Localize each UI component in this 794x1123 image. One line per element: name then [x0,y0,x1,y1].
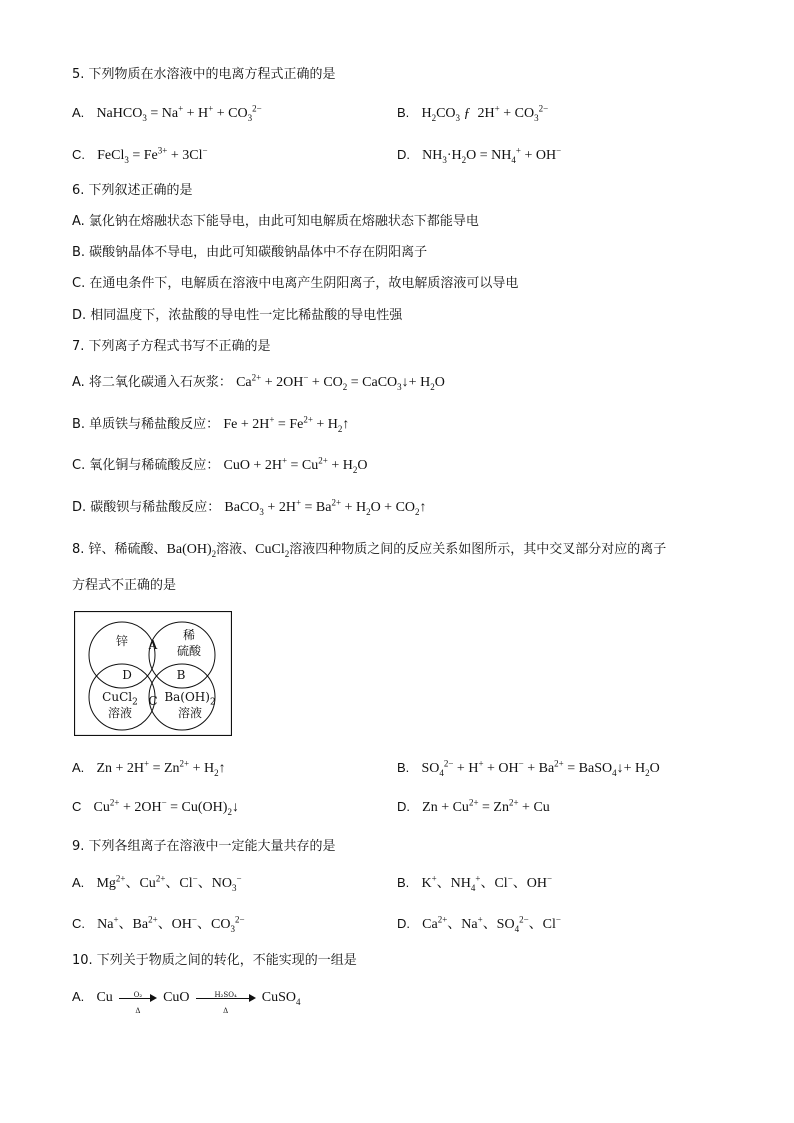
q9-option-b-ions: K+、$NH_4^+$、Cl−、OH− [421,873,553,893]
q10-option-a-end: CuSO$_4$ [261,990,301,1007]
q7-option-a[interactable] [72,374,445,392]
q8-stem-post: 溶液四种物质之间的反应关系如图所示，其中交叉部分对应的离子 [289,542,667,557]
q7-option-d-equation: BaCO$_3$ + $2H^+ = Ba^{2+} + H_2O$ + $CO_2↑$ [224,497,427,517]
q9-option-b-label: B. [397,875,410,890]
q7-option-b-equation: $Fe + 2H^+ = Fe^{2+}$ + $H_2↑$ [223,414,350,434]
q6-stem: 6. 下列叙述正确的是 [72,183,193,198]
q6-option-b[interactable]: B. 碳酸钠晶体不导电，由此可知碳酸钠晶体中不存在阴阳离子 [72,245,428,260]
q7-option-d-text: D. 碳酸钡与稀盐酸反应： [72,500,221,515]
q8-option-d-label: D. [397,799,410,814]
q10-option-a-label: A. [72,989,85,1004]
q10-arrow-1-reagent: O₂ [133,990,143,999]
q9-option-c-ions: Na+、$Ba^{2+}$、OH−、$CO_3^{2-}$ [97,914,245,934]
q8-option-a-label: A. [72,760,85,775]
q8-option-c-label: C [72,799,82,814]
q5-stem: 5. 下列物质在水溶液中的电离方程式正确的是 [72,67,336,82]
q10-arrow-2-condition: Δ [223,1006,229,1015]
q8-stem [72,541,666,559]
q9-option-a-label: A. [72,875,85,890]
q9-option-d-label: D. [397,916,410,931]
q10-option-a-mid: CuO [163,990,190,1005]
venn-label-baoh2-solution: 溶液 [177,706,202,720]
q8-cucl2-formula: CuCl$_2$ [255,542,290,559]
q8-option-b[interactable] [397,759,660,778]
venn-label-cucl2-solution: 溶液 [107,706,132,720]
q9-option-d-ions: $Ca^{2+}$、Na+、$SO_4^{2-}$、Cl− [422,914,561,934]
q10-option-a-start: Cu [96,990,113,1005]
venn-region-b: B [176,668,186,682]
q8-option-b-equation: $SO_4^{2-} + H^+ + OH^- + Ba^{2+}$ = BaSO$_4$↓+ $H_2O$ [421,758,660,778]
venn-label-zinc: 锌 [115,634,128,648]
q6-option-a[interactable]: A. 氯化钠在熔融状态下能导电，由此可知电解质在熔融状态下都能导电 [72,214,479,229]
q5-option-b[interactable] [397,104,548,123]
venn-region-a: A [148,638,158,652]
q10-arrow-1-condition: Δ [135,1006,141,1015]
q8-stem-mid: 溶液、 [216,542,256,557]
venn-label-baoh2-formula: $Ba(OH)_2$ [164,690,216,708]
q5-option-b-label: B. [397,105,410,120]
q10-arrow-2-reagent: H₂SO₄ [214,990,237,999]
q6-option-c[interactable]: C. 在通电条件下，电解质在溶液中电离产生阴阳离子，故电解质溶液可以导电 [72,276,519,291]
q7-option-a-text: A. 将二氧化碳通入石灰浆： [72,375,232,390]
q8-option-c[interactable] [72,798,239,817]
q7-option-b-text: B. 单质铁与稀盐酸反应： [72,417,220,432]
q10-arrow-1 [119,990,157,1015]
q5-option-a[interactable] [72,104,262,123]
q8-option-c-equation: $Cu^{2+} + 2OH^-$ = $Cu(OH)_2↓$ [93,797,239,817]
q7-option-b[interactable] [72,416,349,434]
venn-region-c: C [148,694,158,708]
q7-option-a-equation: $Ca^{2+} + 2OH^- + CO_2$ = CaCO$_3$↓+ $H_2O$ [236,372,445,392]
q9-option-c[interactable] [72,915,245,934]
q8-option-a-equation: $Zn + 2H^+ = Zn^{2+}$ + $H_2↑$ [96,758,226,778]
q10-arrow-2 [196,990,256,1015]
q9-stem: 9. 下列各组离子在溶液中一定能大量共存的是 [72,839,336,854]
q8-stem-pre: 8. 锌、稀硫酸、 [72,542,167,557]
q5-option-c-equation: FeCl$_3$ = $Fe^{3+} + 3Cl^-$ [97,145,208,165]
q7-option-c-text: C. 氧化铜与稀硫酸反应： [72,458,220,473]
venn-region-d: D [122,668,132,682]
q5-option-d[interactable] [397,146,561,165]
q8-stem-line2: 方程式不正确的是 [72,578,177,593]
q9-option-b[interactable] [397,874,552,893]
q9-option-a-ions: $Mg^{2+}$、$Cu^{2+}$、Cl−、$NO_3^-$ [96,873,242,893]
q6-option-d[interactable]: D. 相同温度下，浓盐酸的导电性一定比稀盐酸的导电性强 [72,308,403,323]
q7-stem: 7. 下列离子方程式书写不正确的是 [72,339,271,354]
q8-baoh2-formula: $Ba(OH)_2$ [166,542,217,559]
q10-option-a[interactable] [72,988,301,1015]
q5-option-c-label: C. [72,147,85,162]
q5-option-d-equation: $NH_3\cdot H_2O = NH_4^+ + OH^-$ [422,145,562,165]
q9-option-c-label: C. [72,916,85,931]
venn-diagram [74,611,232,736]
q8-option-d[interactable] [397,798,550,817]
q5-option-a-label: A. [72,105,85,120]
q7-option-c-equation: CuO + $2H^+ = Cu^{2+} + H_2O$ [223,455,368,475]
q7-option-c[interactable] [72,457,367,475]
q7-option-d[interactable] [72,499,427,517]
q5-option-a-equation: NaHCO$_3$ = $Na^+ + H^+ + CO_3^{2-}$ [96,103,262,123]
q5-option-c[interactable] [72,146,208,165]
q8-option-b-label: B. [397,760,410,775]
q9-option-a[interactable] [72,874,242,893]
q8-option-d-equation: $Zn + Cu^{2+} = Zn^{2+} + Cu$ [422,797,550,815]
q8-option-a[interactable] [72,759,226,778]
venn-label-acid-1: 稀 [182,628,195,642]
q5-option-d-label: D. [397,147,410,162]
venn-label-cucl2-formula: CuCl$_2$ [102,690,138,708]
q10-stem: 10. 下列关于物质之间的转化，不能实现的一组是 [72,953,357,968]
q9-option-d[interactable] [397,915,561,934]
q5-option-b-equation: $H_2CO_3$ ƒ $2H^+ + CO_3^{2-}$ [421,103,549,123]
venn-label-acid-2: 硫酸 [176,644,201,658]
